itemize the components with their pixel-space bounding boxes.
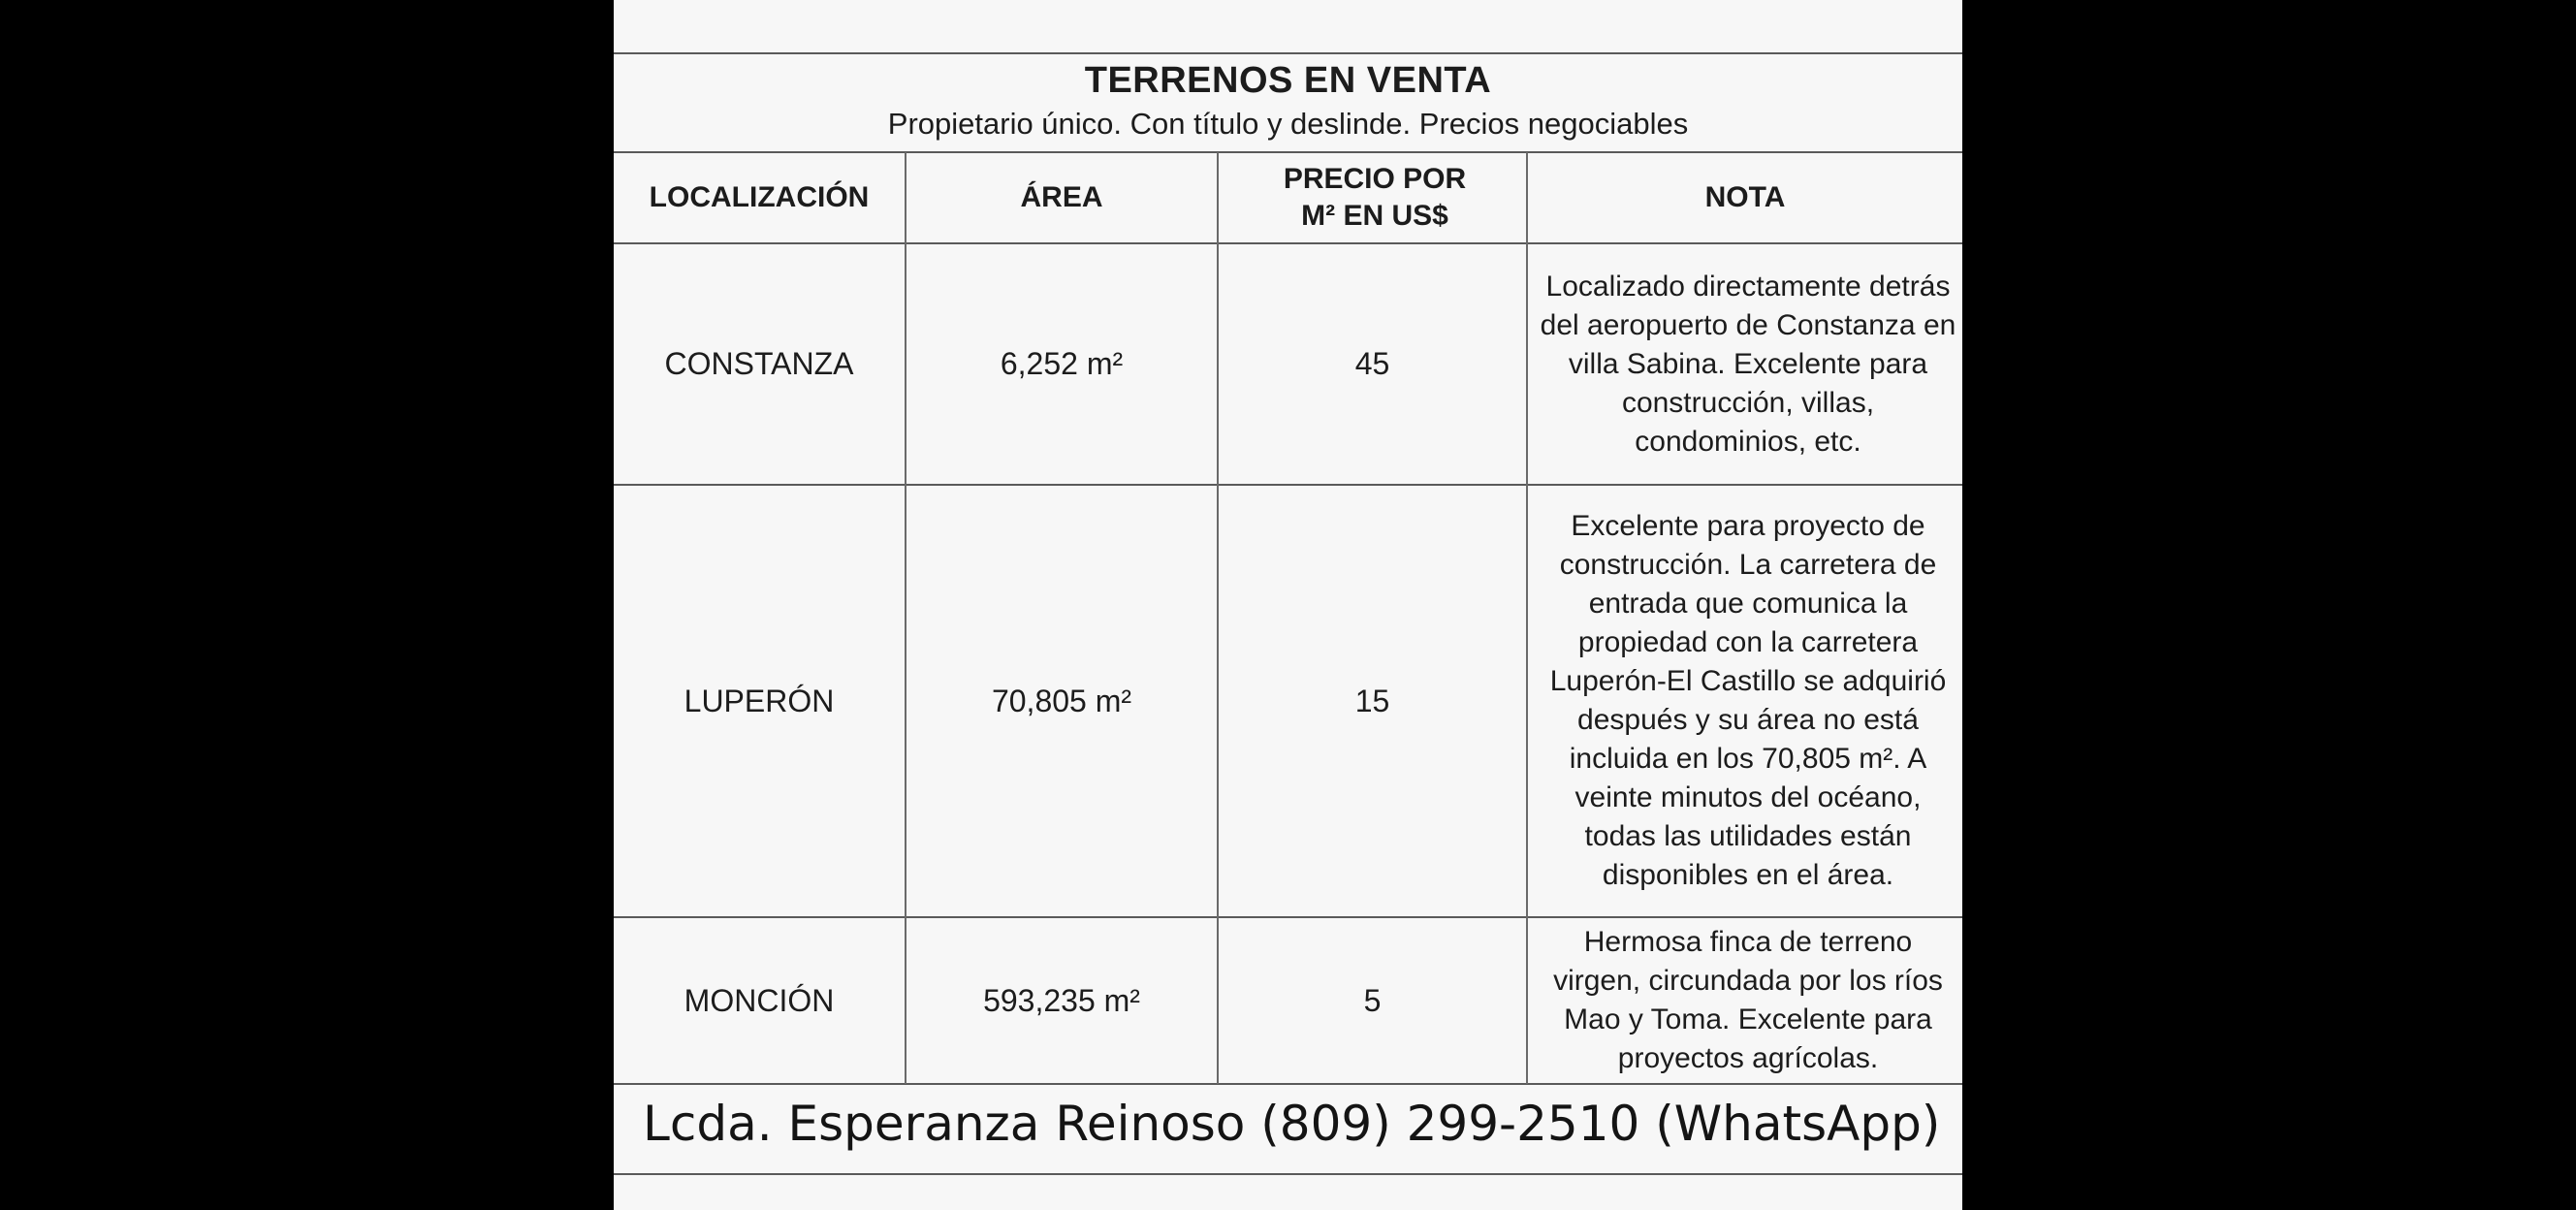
row-luperon-area: 70,805 m²: [991, 683, 1132, 718]
row-constanza-note: Localizado directamente detrás del aeropuerto de Constanza en villa Sabina. Excelente para construcción, villas, condominios, etc.: [1540, 270, 1956, 458]
page-title: TERRENOS EN VENTA: [1084, 60, 1492, 101]
row-luperon-location: LUPERÓN: [684, 683, 835, 718]
rule-top: [614, 52, 1962, 54]
row-constanza-location: CONSTANZA: [664, 346, 854, 381]
column-header-price: PRECIO POR M² EN US$: [1283, 163, 1467, 232]
row-luperon-price: 15: [1354, 683, 1390, 718]
listing-sheet: [614, 0, 1962, 1210]
row-moncion-area: 593,235 m²: [983, 982, 1140, 1018]
row-constanza-area: 6,252 m²: [1000, 346, 1124, 381]
row-moncion-note: Hermosa finca de terreno virgen, circundada por los ríos Mao y Toma. Excelente para proyectos agrícolas.: [1553, 926, 1943, 1074]
contact-line: Lcda. Esperanza Reinoso (809) 299-2510 (WhatsApp): [643, 1096, 1941, 1152]
row-luperon-note: Excelente para proyecto de construcción. La carretera de entrada que comunica la propiedad con la carretera Luperón-El Castillo se adquirió después y su área no está incluida en los 70,805 m². A veinte minutos del océano, todas las utilidades están disponibles en el área.: [1549, 510, 1947, 891]
page-subtitle: Propietario único. Con título y deslinde. Precios negociables: [887, 107, 1689, 141]
column-header-location: LOCALIZACIÓN: [649, 181, 870, 213]
row-moncion-price: 5: [1363, 982, 1382, 1018]
rule-footer: [614, 1173, 1962, 1175]
rule-table-bottom: [614, 1083, 1962, 1085]
column-header-note: NOTA: [1704, 181, 1786, 213]
col-divider-3: [1526, 152, 1528, 1084]
column-header-area: ÁREA: [1020, 181, 1103, 213]
row-constanza-price: 45: [1354, 346, 1390, 381]
row-moncion-location: MONCIÓN: [684, 982, 835, 1018]
